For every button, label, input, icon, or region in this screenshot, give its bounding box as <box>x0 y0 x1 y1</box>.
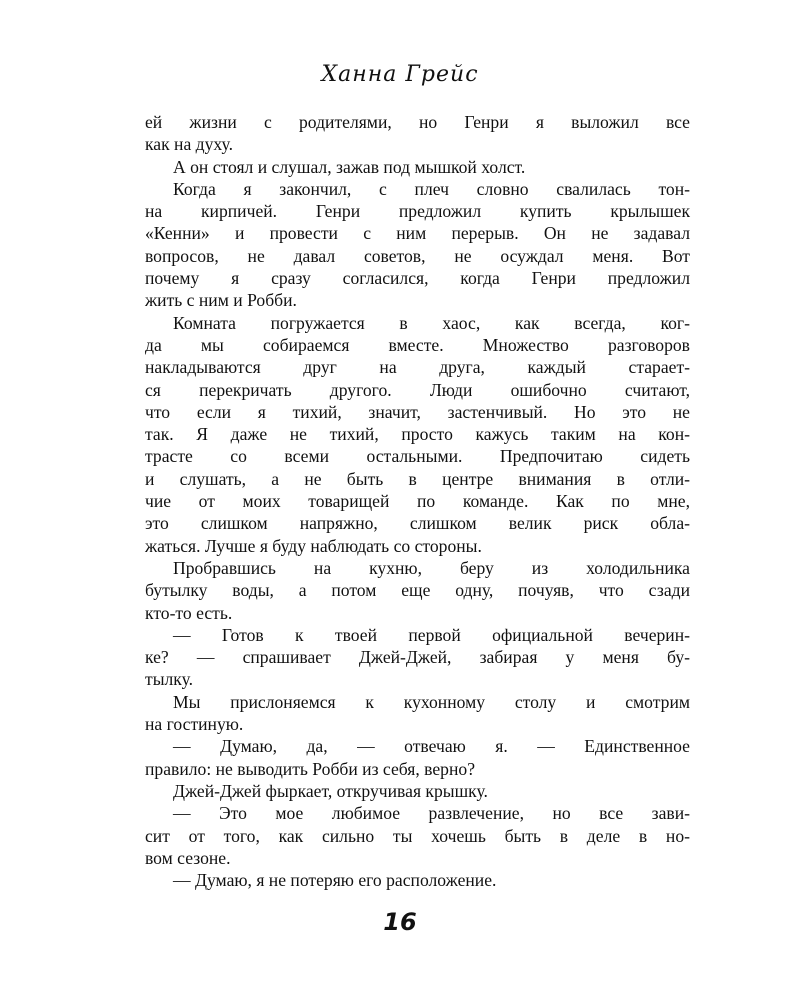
text-line: кто-то есть. <box>145 602 233 623</box>
text-line: что если я тихий, значит, застенчивый. Но это не <box>145 401 690 422</box>
text-line: Когда я закончил, с плеч словно свалилась тон- <box>173 178 690 199</box>
text-line: это слишком напряжно, слишком велик риск обла- <box>145 513 690 534</box>
text-line: Джей-Джей фыркает, откручивая крышку. <box>173 780 488 801</box>
text-line: сит от того, как сильно ты хочешь быть в деле в но- <box>145 825 690 846</box>
text-line: да мы собираемся вместе. Множество разговоров <box>145 334 690 355</box>
body-text <box>145 111 690 891</box>
text-line: на гостиную. <box>145 714 244 735</box>
text-line: тылку. <box>145 669 194 690</box>
text-line: Мы прислоняемся к кухонному столу и смотрим <box>173 691 690 712</box>
text-line: — Готов к твоей первой официальной вечерин- <box>173 624 690 645</box>
text-line: так. Я даже не тихий, просто кажусь таким на кон- <box>145 424 690 445</box>
text-line: правило: не выводить Робби из себя, верно? <box>145 758 476 779</box>
text-line: чие от моих товарищей по команде. Как по мне, <box>145 491 690 512</box>
text-line: — Думаю, да, — отвечаю я. — Единственное <box>173 736 690 757</box>
text-line: и слушать, а не быть в центре внимания в отли- <box>145 468 690 489</box>
text-line: почему я сразу согласился, когда Генри предложил <box>145 268 690 289</box>
running-header: Ханна Грейс <box>321 62 479 87</box>
text-line: ся перекричать другого. Люди ошибочно считают, <box>145 379 690 400</box>
text-line: жить с ним и Робби. <box>145 290 297 311</box>
text-line: бутылку воды, а потом еще одну, почуяв, что сзади <box>145 580 690 601</box>
text-line: ке? — спрашивает Джей-Джей, забирая у меня бу- <box>145 647 690 668</box>
page-number: 16 <box>383 908 417 936</box>
text-line: на кирпичей. Генри предложил купить крылышек <box>145 201 690 222</box>
text-line: вопросов, не давал советов, не осуждал меня. Вот <box>145 245 690 266</box>
text-line: «Кенни» и провести с ним перерыв. Он не задавал <box>145 223 690 244</box>
text-line: как на духу. <box>145 134 233 155</box>
text-line: А он стоял и слушал, зажав под мышкой холст. <box>173 156 526 177</box>
text-line: Комната погружается в хаос, как всегда, ког- <box>173 312 690 333</box>
text-line: Пробравшись на кухню, беру из холодильника <box>173 557 690 578</box>
text-line: накладываются друг на друга, каждый старает- <box>145 357 690 378</box>
text-line: вом сезоне. <box>145 847 231 868</box>
text-line: ей жизни с родителями, но Генри я выложил все <box>145 112 690 132</box>
text-line: трасте со всеми остальными. Предпочитаю сидеть <box>145 446 690 467</box>
text-line: — Думаю, я не потеряю его расположение. <box>173 870 497 891</box>
text-line: — Это мое любимое развлечение, но все зави- <box>173 803 690 824</box>
text-line: жаться. Лучше я буду наблюдать со стороны. <box>145 535 482 556</box>
